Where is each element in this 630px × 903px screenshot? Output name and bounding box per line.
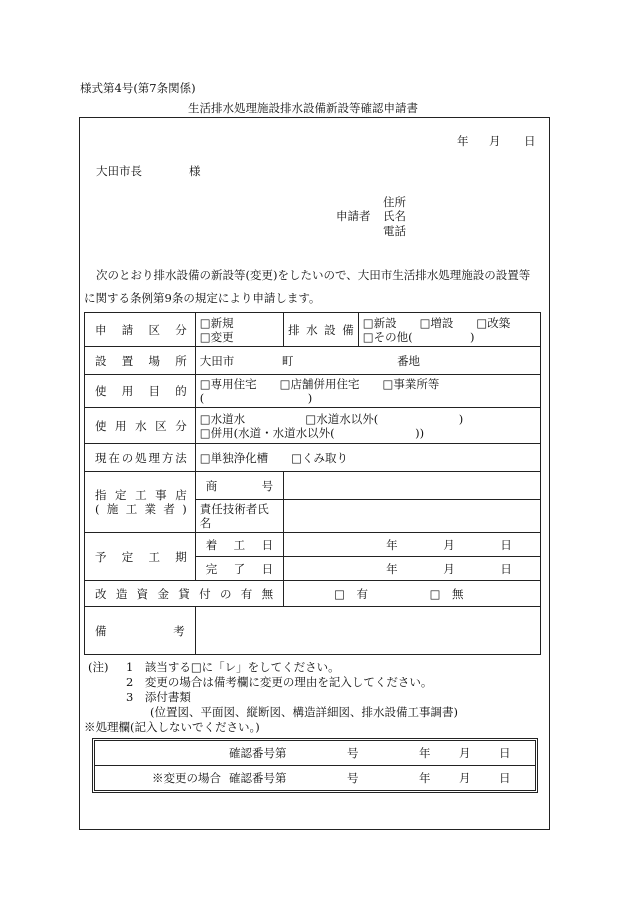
intro-line-2: に関する条例第9条の規定により申請します。 (84, 291, 321, 305)
end-year: 年 (386, 561, 398, 576)
applicant-name-label: 氏名 (383, 209, 406, 223)
category-change-checkbox[interactable]: □変更 (199, 329, 234, 344)
page-title: 生活排水処理施設排水設備新設等確認申請書 (188, 101, 418, 115)
current-method-label: 現在の処理方法 (85, 444, 196, 472)
processing-row-2-month: 月 (459, 771, 471, 785)
note-1: 1 該当する□に「レ」をしてください。 (126, 660, 340, 674)
location-town: 町 (281, 353, 294, 368)
note-2: 2 変更の場合は備考欄に変更の理由を記入してください。 (126, 675, 433, 689)
processing-row-1-day: 日 (495, 741, 535, 766)
processing-box (92, 738, 538, 793)
location-field[interactable] (195, 347, 540, 375)
water-tap-checkbox[interactable]: □水道水 (199, 411, 246, 426)
row-period-start (85, 533, 541, 557)
row-remarks (85, 607, 541, 655)
addressee-name: 大田市長 (96, 164, 142, 178)
contractor-label-1: 指定工事店 (95, 488, 187, 502)
addressee-honorific: 様 (189, 164, 201, 178)
remarks-field[interactable] (195, 607, 540, 655)
processing-row-1-month: 月 (455, 741, 495, 766)
trade-name-field[interactable] (284, 472, 541, 500)
location-city: 大田市 (199, 353, 235, 368)
notes (84, 660, 458, 735)
purpose-options[interactable]: □専用住宅 □店舗併用住宅 □事業所等( ) (195, 375, 540, 408)
contractor-label-2: (施工業者) (95, 502, 187, 516)
drainage-options-line-2[interactable]: □その他( ) (362, 329, 475, 344)
form-number: 様式第4号(第7条関係) (80, 81, 196, 95)
processing-row-1-prefix (95, 741, 225, 766)
note-3-detail: (位置図、平面図、縦断図、構造詳細図、排水設備工事調書) (150, 705, 458, 719)
funding-no-checkbox[interactable]: □ 無 (429, 586, 464, 601)
water-label: 使用水区分 (85, 408, 196, 444)
row-current-method (85, 444, 541, 472)
drainage-label: 排水設備 (284, 313, 359, 347)
start-day: 日 (500, 537, 512, 552)
processing-row-1-year: 年 (415, 741, 455, 766)
location-lot: 番地 (397, 353, 421, 368)
processing-row-2-no: 号 (347, 771, 359, 785)
funding-yes-checkbox[interactable]: □ 有 (334, 586, 368, 601)
processing-row-2-label: 確認番号第 (229, 771, 287, 785)
processing-row-1 (95, 741, 535, 766)
processing-note: ※処理欄(記入しないでください。) (84, 720, 260, 734)
water-other-checkbox[interactable]: □水道水以外( ) (305, 411, 464, 426)
location-label: 設置場所 (85, 347, 196, 375)
water-mixed-checkbox[interactable]: □併用(水道・水道水以外( )) (199, 425, 425, 440)
drainage-options-line-1[interactable]: □新設 □増設 □改築 (362, 315, 511, 330)
start-year: 年 (386, 537, 398, 552)
end-date-label: 完了日 (195, 557, 283, 581)
period-label: 予定工期 (85, 533, 196, 581)
start-date-label: 着工日 (195, 533, 283, 557)
processing-row-2 (95, 766, 535, 791)
end-date-field[interactable] (284, 557, 541, 581)
remarks-label (85, 607, 196, 655)
drainage-options (358, 313, 540, 347)
category-label: 申請区分 (85, 313, 196, 347)
end-month: 月 (443, 561, 455, 576)
processing-row-1-no: 号 (343, 741, 415, 766)
applicant-label: 申請者 (336, 209, 371, 223)
row-purpose (85, 375, 541, 408)
processing-row-2-year: 年 (419, 771, 431, 785)
notes-prefix: (注) (88, 660, 109, 674)
trade-name-label: 商号 (195, 472, 283, 500)
intro-line-1: 次のとおり排水設備の新設等(変更)をしたいので、大田市生活排水処理施設の設置等 (96, 268, 531, 282)
end-day: 日 (500, 561, 512, 576)
date-year: 年 (457, 134, 469, 148)
note-3: 3 添付書類 (126, 690, 191, 704)
row-location (85, 347, 541, 375)
engineer-label: 責任技術者氏名 (195, 500, 283, 533)
remarks-label-2: 考 (173, 623, 185, 638)
start-date-field[interactable] (284, 533, 541, 557)
date-month: 月 (489, 134, 501, 148)
row-contractor-trade (85, 472, 541, 500)
start-month: 月 (443, 537, 455, 552)
category-new-checkbox[interactable]: □新規 (199, 315, 234, 330)
application-table (84, 312, 541, 655)
applicant-address-label: 住所 (383, 195, 406, 209)
row-category (85, 313, 541, 347)
category-options (195, 313, 283, 347)
row-water (85, 408, 541, 444)
processing-row-2-day: 日 (499, 771, 511, 785)
purpose-label: 使用目的 (85, 375, 196, 408)
row-funding (85, 581, 541, 607)
funding-label: 改造資金貸付の有無 (85, 581, 284, 607)
applicant-phone-label: 電話 (383, 224, 406, 238)
contractor-label (85, 472, 196, 533)
date-day: 日 (524, 134, 536, 148)
funding-options (284, 581, 541, 607)
engineer-field[interactable] (284, 500, 541, 533)
remarks-label-1: 備 (95, 623, 107, 638)
water-options (195, 408, 540, 444)
processing-row-2-prefix: ※変更の場合 (152, 771, 221, 785)
current-method-options[interactable]: □単独浄化槽 □くみ取り (195, 444, 540, 472)
processing-row-1-label: 確認番号第 (225, 741, 343, 766)
